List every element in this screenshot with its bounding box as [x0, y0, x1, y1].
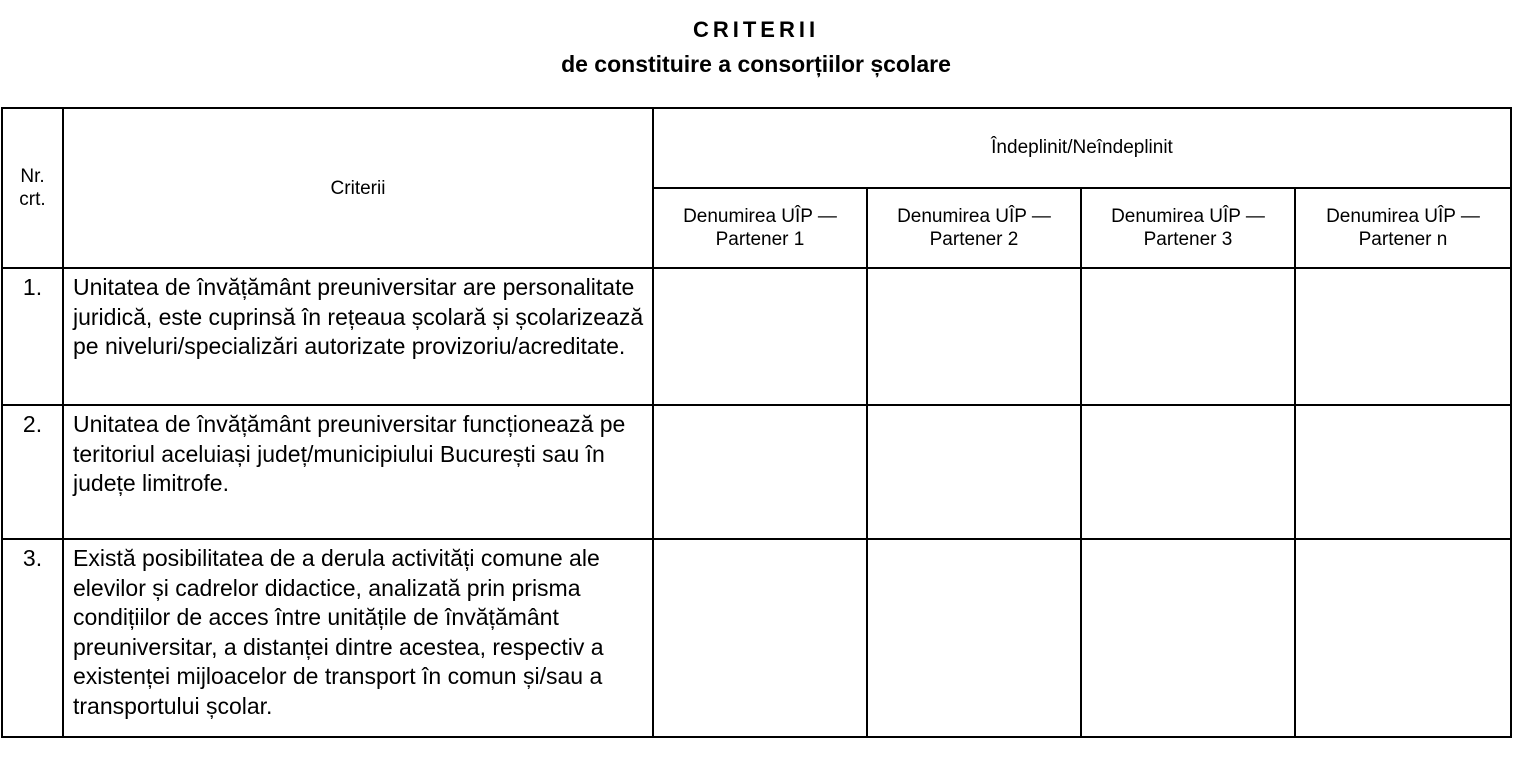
row-number: 3. — [2, 539, 63, 737]
partner-3-cell[interactable] — [1081, 268, 1295, 405]
partner-n-cell[interactable] — [1295, 268, 1511, 405]
header-row-top — [2, 108, 1511, 188]
header-nr-crt: Nr. crt. — [2, 108, 63, 268]
document-subtitle: de constituire a consorțiilor școlare — [561, 51, 951, 77]
partner-n-cell[interactable] — [1295, 539, 1511, 737]
criteria-table — [1, 107, 1512, 738]
criterion-text: Unitatea de învățământ preuniversitar are personalitate juridică, este cuprinsă în rețeaua școlară și școlarizează pe niveluri/specializări autorizate provizoriu/acreditate. — [63, 268, 653, 405]
criterion-text: Unitatea de învățământ preuniversitar funcționează pe teritoriul aceluiași județ/municipiului București sau în județe limitrofe. — [63, 405, 653, 539]
partner-n-cell[interactable] — [1295, 405, 1511, 539]
table-row — [2, 268, 1511, 405]
document-title: CRITERII — [692, 17, 820, 42]
header-partner-n: Denumirea UÎP — Partener n — [1295, 188, 1511, 268]
table-row — [2, 539, 1511, 737]
partner-1-cell[interactable] — [653, 539, 867, 737]
partner-2-cell[interactable] — [867, 405, 1081, 539]
criterion-text: Există posibilitatea de a derula activități comune ale elevilor și cadrelor didactice, analizată prin prisma condițiilor de acces între unitățile de învățământ preuniversitar, a distanței dintre acestea, respectiv a existenței mijloacelor de transport în comun și/sau a transportului școlar. — [63, 539, 653, 737]
header-partner-1: Denumirea UÎP — Partener 1 — [653, 188, 867, 268]
header-criterii: Criterii — [63, 108, 653, 268]
partner-3-cell[interactable] — [1081, 539, 1295, 737]
header-indeplinit-group: Îndeplinit/Neîndeplinit — [653, 108, 1511, 188]
partner-1-cell[interactable] — [653, 405, 867, 539]
row-number: 2. — [2, 405, 63, 539]
partner-3-cell[interactable] — [1081, 405, 1295, 539]
table-row — [2, 405, 1511, 539]
partner-1-cell[interactable] — [653, 268, 867, 405]
partner-2-cell[interactable] — [867, 539, 1081, 737]
header-partner-2: Denumirea UÎP — Partener 2 — [867, 188, 1081, 268]
header-partner-3: Denumirea UÎP — Partener 3 — [1081, 188, 1295, 268]
row-number: 1. — [2, 268, 63, 405]
partner-2-cell[interactable] — [867, 268, 1081, 405]
